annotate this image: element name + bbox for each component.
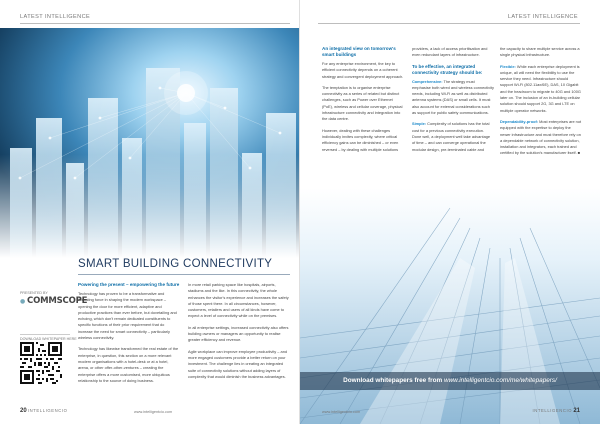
magazine-brand: INTELLIGENCIO bbox=[27, 408, 68, 413]
website-footer[interactable]: www.intelligentcio.com bbox=[134, 410, 173, 414]
magazine-brand: INTELLIGENCIO bbox=[532, 408, 573, 413]
banner-url-link[interactable]: www.intelligentcio.com/me/whitepapers/ bbox=[443, 377, 557, 384]
right-page bbox=[300, 0, 600, 424]
presented-by-label: PRESENTED BY bbox=[20, 291, 48, 295]
article-column-1 bbox=[322, 46, 404, 158]
lead-in: Dependability-proof: bbox=[500, 118, 539, 124]
paragraph: Technology has likewise transformed the real estate of the enterprise, in question, this section on a more relevant modern organisations with a hotel-desk or at a hotel, arena, or other offer-other-ventures – creating the enterprise offers a more customised, more ubiquitous relationship to the source of doing business. bbox=[78, 346, 179, 383]
paragraph bbox=[412, 121, 494, 152]
sponsor-name: COMMSCOPE bbox=[27, 296, 88, 306]
paragraph-text: Most enterprises are not equipped with the expertise to deploy the newer infrastructure and must therefore rely on a dependable network of connectivity solution, installation and integrators, each trained and certified by the solution's manufacturer itself. bbox=[500, 118, 582, 156]
article-column-1 bbox=[78, 282, 180, 389]
tag-divider bbox=[20, 23, 290, 24]
column-subhead: An integrated view on tomorrow's smart buildings bbox=[322, 46, 396, 57]
column-subhead: To be effective, an integrated connectivity strategy should be: bbox=[412, 63, 483, 75]
banner-text: Download whitepapers free from bbox=[343, 377, 443, 384]
section-tag: LATEST INTELLIGENCE bbox=[507, 14, 578, 20]
paragraph: For any enterprise environment, the key to efficient connectivity depends on a coherent strategy and convergent deployment approach. bbox=[322, 61, 404, 79]
sponsor-mark-icon: ● bbox=[20, 298, 26, 305]
paragraph: In all enterprise settings, increased connectivity also offers building owners or managers an opportunity to realise greater efficiency and revenue. bbox=[188, 324, 289, 343]
paragraph-text: While each enterprise deployment is unique, all will need the flexibility to use the service they need. Infrastructure should support Wi-Fi (802.11ax/6E), DAS, 10 Gigabit and the headroom to migrate to 40G and 100G later on. The inclusion of an in-building cellular solution should support 2G, 3G and LTE on multiple operator networks. bbox=[500, 63, 581, 113]
download-label: DOWNLOAD WHITEPAPER HERE bbox=[20, 337, 77, 341]
article-column-2 bbox=[188, 282, 290, 385]
paragraph bbox=[412, 79, 494, 117]
paragraph: The temptation is to organise enterprise connectivity as a series of related but distinct challenges, such as Power over Ethernet (PoE), wireless and cellular coverage, physical infrastructure connectivity and integration into the data centre. bbox=[322, 84, 403, 122]
paragraph-text: Complexity of solutions has the total cost for a previous connectivity execution. Done well, a deployment well take advantage of time – and can converge operational the modular design, pre-terminated cable and bbox=[412, 121, 491, 152]
page-number: 21 bbox=[573, 408, 580, 414]
sidebar-divider bbox=[20, 334, 70, 335]
qr-code-icon[interactable] bbox=[20, 342, 62, 384]
page-folio bbox=[532, 408, 580, 414]
section-tag: LATEST INTELLIGENCE bbox=[20, 14, 91, 20]
page-number: 20 bbox=[20, 408, 27, 414]
tag-divider bbox=[318, 23, 580, 24]
paragraph bbox=[500, 119, 582, 157]
article-column-3 bbox=[500, 46, 582, 162]
city-skyline-illustration bbox=[0, 28, 300, 258]
article-column-2 bbox=[412, 46, 494, 158]
headline-divider bbox=[78, 274, 290, 275]
hero-image bbox=[0, 28, 300, 258]
paragraph: providers, a lack of access prioritisation and even redundant layers of infrastructure. bbox=[412, 46, 488, 58]
paragraph: In more retail parking space like hospitals, airports, stadiums and the like. In this connectivity, the whole enhances the visitor's experience and increases the safety of those spent there. In all circumstances, however, customers, retailers and users of all kinds have come to expect a level of connectivity while on the premises. bbox=[188, 282, 289, 319]
paragraph: the capacity to share multiple service across a single physical infrastructure. bbox=[500, 46, 580, 58]
paragraph: However, dealing with these challenges individually invites complexity, where critical efficiency gains can be diminished – or even reversed – by dealing with multiple solutions bbox=[322, 127, 399, 152]
lead-in: Simple: bbox=[412, 121, 427, 127]
lead-in: Comprehensive: bbox=[412, 78, 443, 84]
paragraph-text: The strategy must emphasise both wired and wireless connectivity needs, including Wi-Fi as well as distributed antenna systems (DAS) or small cells. It must also account for external considerations such as support for public safety communications. bbox=[412, 78, 494, 116]
website-footer[interactable]: www.intelligentcio.com bbox=[322, 410, 361, 414]
page-folio bbox=[20, 408, 68, 414]
column-subhead: Powering the present – empowering the future bbox=[78, 282, 180, 287]
lead-in: Flexible: bbox=[500, 63, 516, 69]
whitepaper-banner[interactable] bbox=[300, 372, 600, 390]
paragraph: Technology has proven to be a transformative and liberating force in shaping the modern workspace – opening the door for more efficient, adaptive and productive practices than ever before, but dovetailing and echoing, which don't remain dedicated constituents to specific functions of their prior requirement that do increase the need for smart connectivity – particularly wireless connectivity. bbox=[78, 291, 177, 341]
paragraph: Agile workplace can improve employee productivity – and more engaged customers provide a better return on your investment. The challenge lies in creating an integrated suite of connectivity solutions without adding layers of complexity that would diminish the business advantages. bbox=[188, 348, 288, 379]
end-mark-icon: ■ bbox=[577, 150, 581, 156]
paragraph bbox=[500, 64, 582, 114]
article-headline: SMART BUILDING CONNECTIVITY bbox=[78, 258, 273, 270]
